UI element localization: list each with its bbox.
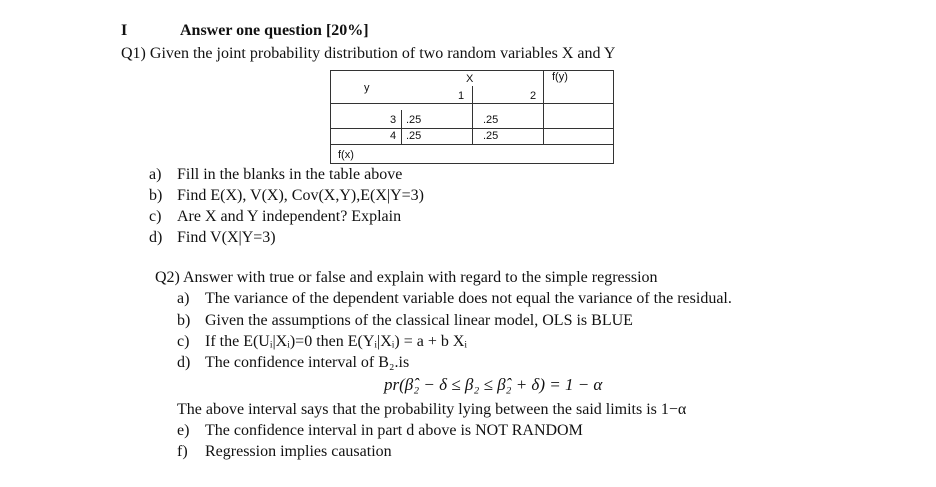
x-value-1: 1 xyxy=(458,90,465,102)
header-y: y xyxy=(364,82,370,94)
q2-item-c-label: c) xyxy=(177,333,190,350)
header-fy: f(y) xyxy=(552,71,568,83)
q1-item-a-label: a) xyxy=(149,166,162,183)
cell-y4-x1: .25 xyxy=(406,130,422,142)
section-heading: Answer one question [20%] xyxy=(180,22,369,39)
q2-item-f: Regression implies causation xyxy=(205,443,392,460)
q2-item-a: The variance of the dependent variable does not equal the variance of the residual. xyxy=(205,290,732,307)
q2-interval-note: The above interval says that the probability lying between the said limits is 1−α xyxy=(177,401,687,418)
footer-fx: f(x) xyxy=(338,149,354,161)
q2-item-f-label: f) xyxy=(177,443,188,460)
q2-item-b: Given the assumptions of the classical linear model, OLS is BLUE xyxy=(205,312,633,329)
cell-y4-x2: .25 xyxy=(483,130,499,142)
cell-y3-x2: .25 xyxy=(483,114,499,126)
q2-item-d-label: d) xyxy=(177,354,191,371)
q1-item-b-label: b) xyxy=(149,187,163,204)
q2-item-b-label: b) xyxy=(177,312,191,329)
x-value-2: 2 xyxy=(530,90,537,102)
cell-y3-x1: .25 xyxy=(406,114,422,126)
y-value-4: 4 xyxy=(390,130,397,142)
q1-prompt: Q1) Given the joint probability distribution of two random variables X and Y xyxy=(121,45,616,62)
joint-distribution-table xyxy=(330,70,614,164)
q1-item-b: Find E(X), V(X), Cov(X,Y),E(X|Y=3) xyxy=(177,187,425,204)
section-numeral: I xyxy=(121,22,128,39)
q2-item-d: The confidence interval of B₂.is xyxy=(205,354,410,371)
y-value-3: 3 xyxy=(390,114,397,126)
confidence-interval-formula: pr(β̂₂ − δ ≤ β₂ ≤ β̂₂ + δ) = 1 − α xyxy=(384,375,603,394)
q2-item-e-label: e) xyxy=(177,422,190,439)
q2-item-e: The confidence interval in part d above is NOT RANDOM xyxy=(205,422,583,439)
q2-item-a-label: a) xyxy=(177,290,190,307)
q2-prompt: Q2) Answer with true or false and explain with regard to the simple regression xyxy=(155,269,658,286)
q1-item-d: Find V(X|Y=3) xyxy=(177,229,276,246)
q1-item-a: Fill in the blanks in the table above xyxy=(177,166,403,183)
q1-item-c-label: c) xyxy=(149,208,162,225)
q2-item-c: If the E(Uᵢ|Xᵢ)=0 then E(Yᵢ|Xᵢ) = a + b Xᵢ xyxy=(205,333,468,350)
q1-item-d-label: d) xyxy=(149,229,163,246)
header-x: X xyxy=(466,73,474,85)
q1-item-c: Are X and Y independent? Explain xyxy=(177,208,402,225)
